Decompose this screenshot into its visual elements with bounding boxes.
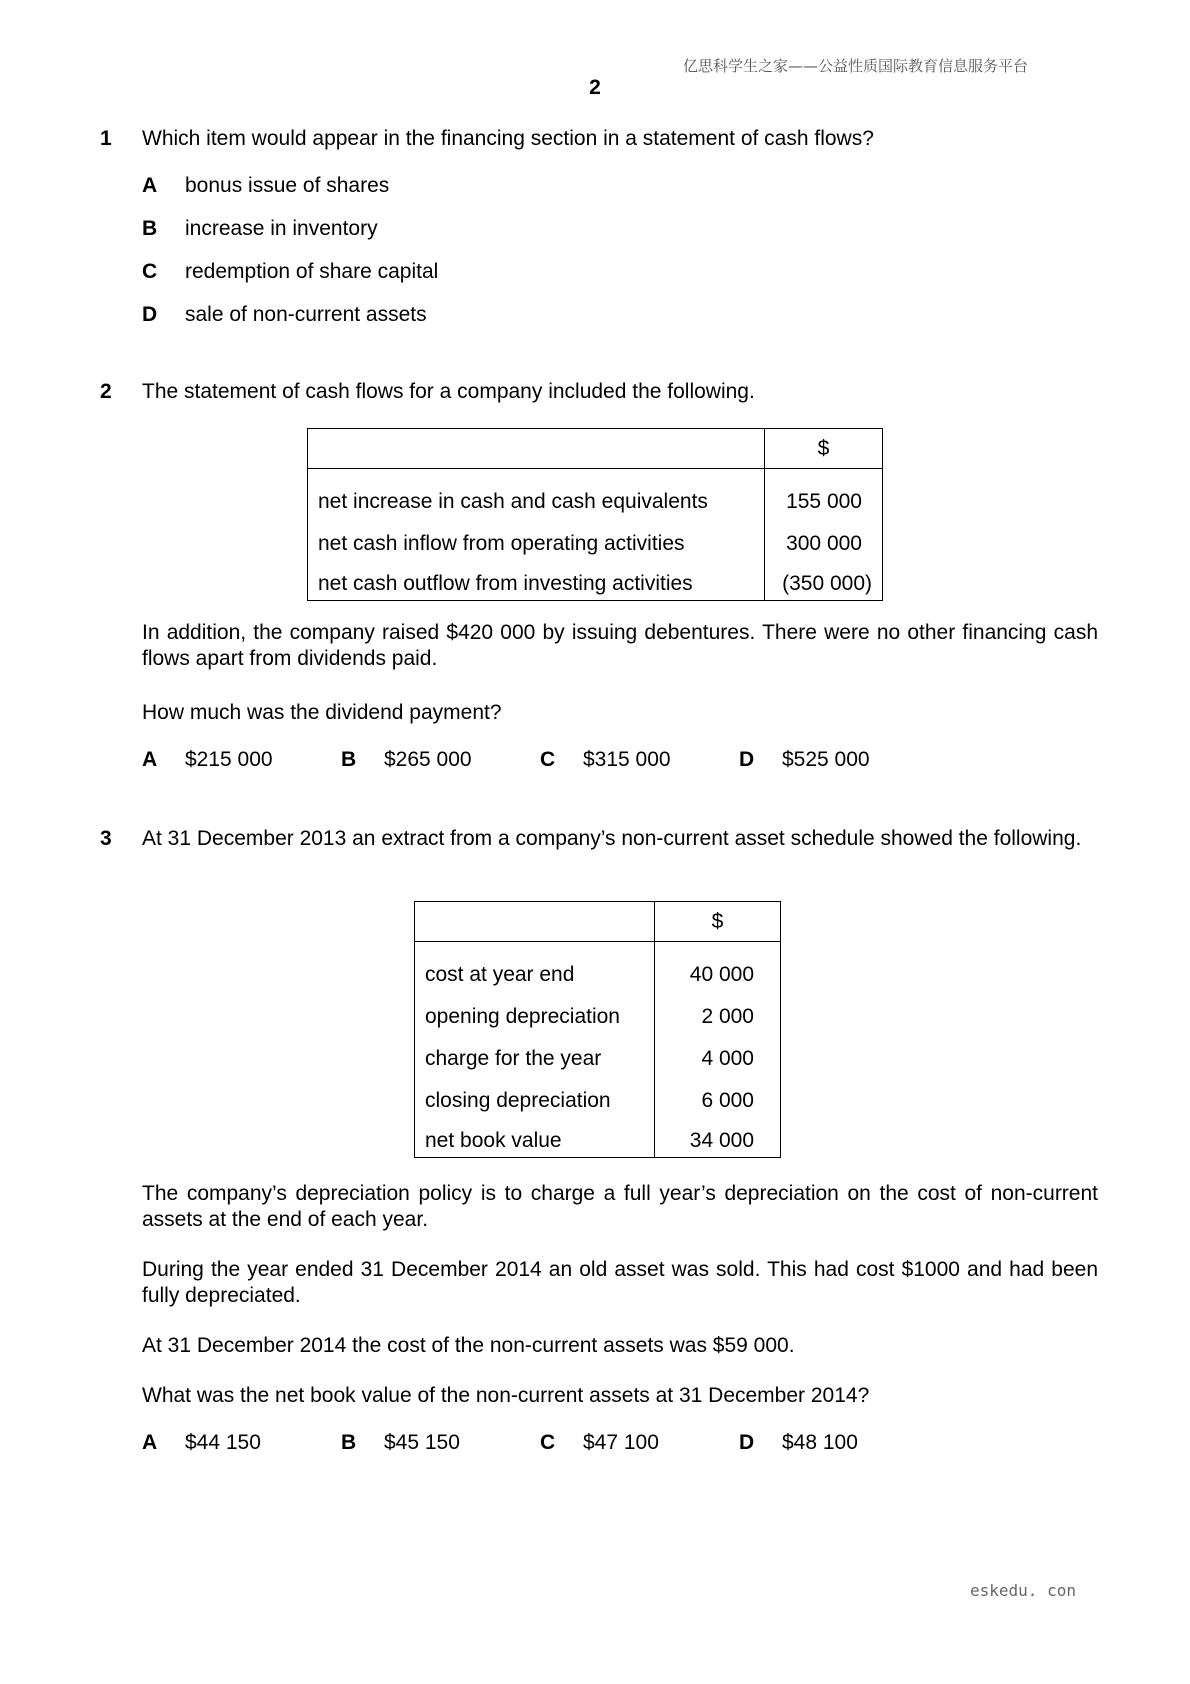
cash-flow-table bbox=[307, 428, 883, 601]
row-label: net cash outflow from investing activities bbox=[308, 559, 765, 601]
q2-option-c-letter: C bbox=[540, 748, 556, 771]
q3-option-d-text: $48 100 bbox=[782, 1431, 858, 1454]
row-label: cost at year end bbox=[415, 942, 655, 990]
table-row bbox=[308, 517, 883, 559]
question-1-stem: Which item would appear in the financing section in a statement of cash flows? bbox=[142, 127, 874, 150]
q1-option-b-letter: B bbox=[142, 217, 158, 240]
question-3-paragraph-2: During the year ended 31 December 2014 an old asset was sold. This had cost $1000 and had been fully depreciated. bbox=[142, 1258, 1098, 1307]
q1-option-b-text: increase in inventory bbox=[185, 217, 378, 240]
row-value: 6 000 bbox=[655, 1074, 781, 1116]
cash-flow-table-label-header bbox=[308, 429, 765, 469]
table-row bbox=[415, 990, 781, 1032]
row-label: net increase in cash and cash equivalents bbox=[308, 469, 765, 517]
q1-option-a-letter: A bbox=[142, 174, 158, 197]
q2-option-b-text: $265 000 bbox=[384, 748, 472, 771]
q1-option-c-letter: C bbox=[142, 260, 158, 283]
q3-option-b-letter: B bbox=[341, 1431, 357, 1454]
q2-option-a-text: $215 000 bbox=[185, 748, 273, 771]
asset-table-currency-header: $ bbox=[655, 902, 781, 942]
row-value: 34 000 bbox=[655, 1116, 781, 1158]
row-value: 4 000 bbox=[655, 1032, 781, 1074]
q2-option-c-text: $315 000 bbox=[583, 748, 671, 771]
question-3-number: 3 bbox=[100, 827, 112, 850]
table-row bbox=[415, 1032, 781, 1074]
q1-option-c-text: redemption of share capital bbox=[185, 260, 439, 283]
asset-table-label-header bbox=[415, 902, 655, 942]
row-value: 40 000 bbox=[655, 942, 781, 990]
q3-option-c-text: $47 100 bbox=[583, 1431, 659, 1454]
q2-option-d-text: $525 000 bbox=[782, 748, 870, 771]
table-row bbox=[308, 559, 883, 601]
table-row bbox=[415, 942, 781, 990]
q1-option-d-letter: D bbox=[142, 303, 158, 326]
question-2-paragraph: In addition, the company raised $420 000 by issuing debentures. There were no other financing cash flows apart from dividends paid. bbox=[142, 621, 1098, 670]
q1-option-d-text: sale of non-current assets bbox=[185, 303, 427, 326]
table-row bbox=[415, 1074, 781, 1116]
question-3-question: What was the net book value of the non-current assets at 31 December 2014? bbox=[142, 1384, 870, 1407]
q3-option-a-text: $44 150 bbox=[185, 1431, 261, 1454]
footer-site-label: eskedu. con bbox=[970, 1581, 1076, 1600]
q1-option-a-text: bonus issue of shares bbox=[185, 174, 390, 197]
page-number: 2 bbox=[589, 76, 601, 99]
question-3-paragraph-3: At 31 December 2014 the cost of the non-current assets was $59 000. bbox=[142, 1334, 795, 1357]
question-3-paragraph-1: The company’s depreciation policy is to charge a full year’s depreciation on the cost of non-current assets at the end of each year. bbox=[142, 1182, 1098, 1231]
q3-option-a-letter: A bbox=[142, 1431, 158, 1454]
table-row bbox=[308, 469, 883, 517]
row-value: 300 000 bbox=[765, 517, 883, 559]
question-2-stem: The statement of cash flows for a company included the following. bbox=[142, 380, 755, 403]
row-value: 155 000 bbox=[765, 469, 883, 517]
row-value: 2 000 bbox=[655, 990, 781, 1032]
row-label: closing depreciation bbox=[415, 1074, 655, 1116]
q2-option-d-letter: D bbox=[739, 748, 755, 771]
cash-flow-table-currency-header: $ bbox=[765, 429, 883, 469]
question-3-stem: At 31 December 2013 an extract from a company’s non-current asset schedule showed the following. bbox=[142, 827, 1082, 850]
row-label: net cash inflow from operating activities bbox=[308, 517, 765, 559]
row-label: charge for the year bbox=[415, 1032, 655, 1074]
question-2-number: 2 bbox=[100, 380, 112, 403]
row-label: net book value bbox=[415, 1116, 655, 1158]
q3-option-d-letter: D bbox=[739, 1431, 755, 1454]
watermark-header: 亿思科学生之家——公益性质国际教育信息服务平台 bbox=[683, 57, 1029, 75]
q3-option-c-letter: C bbox=[540, 1431, 556, 1454]
q2-option-b-letter: B bbox=[341, 748, 357, 771]
question-2-question: How much was the dividend payment? bbox=[142, 701, 502, 724]
question-1-number: 1 bbox=[100, 127, 112, 150]
q2-option-a-letter: A bbox=[142, 748, 158, 771]
row-value: (350 000) bbox=[765, 559, 883, 601]
row-label: opening depreciation bbox=[415, 990, 655, 1032]
q3-option-b-text: $45 150 bbox=[384, 1431, 460, 1454]
asset-schedule-table bbox=[414, 901, 781, 1158]
table-row bbox=[415, 1116, 781, 1158]
